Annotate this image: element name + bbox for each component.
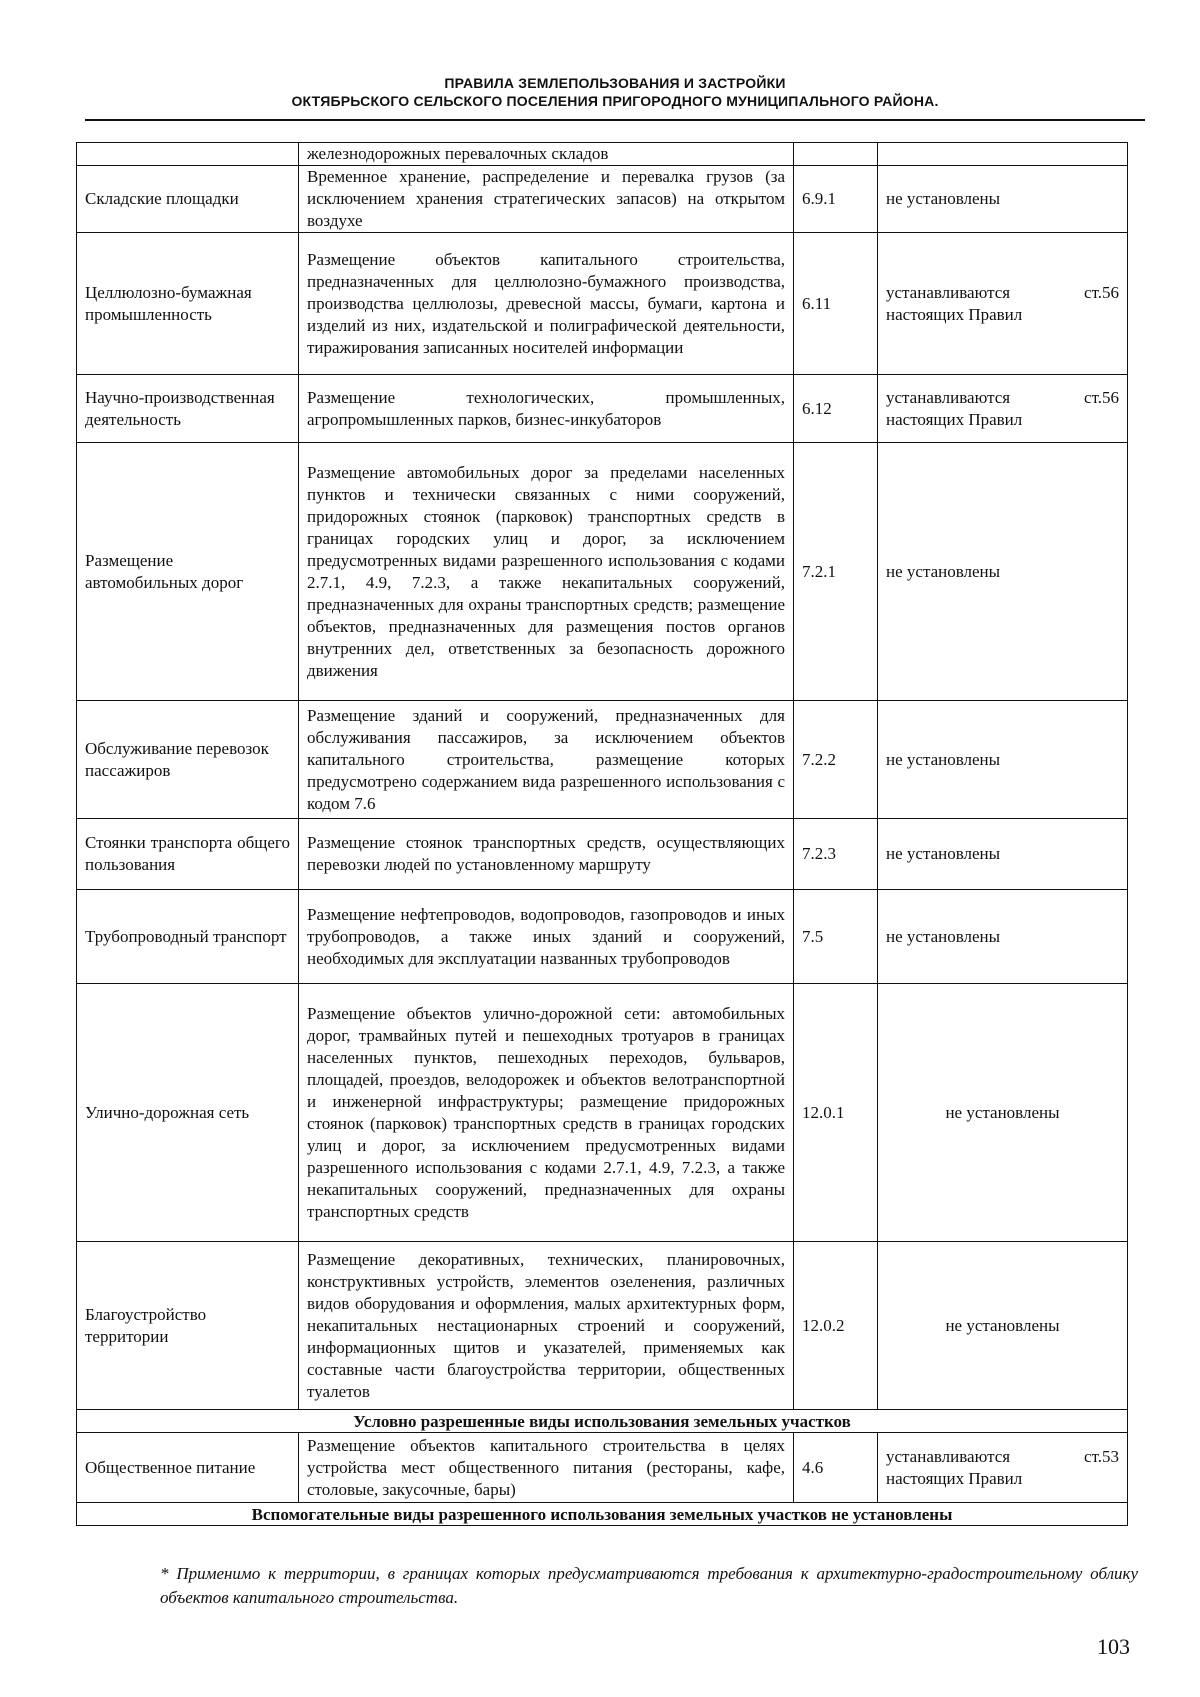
parameters-cell: не установлены	[878, 701, 1128, 819]
use-code-cell: 4.6	[794, 1433, 878, 1503]
use-name-cell: Обслуживание перевозок пассажиров	[77, 701, 299, 819]
document-header	[85, 74, 1145, 110]
header-title-line-1: ПРАВИЛА ЗЕМЛЕПОЛЬЗОВАНИЯ И ЗАСТРОЙКИ	[444, 75, 786, 91]
use-name-cell: Размещение автомобильных дорог	[77, 443, 299, 701]
table-row	[77, 984, 1128, 1242]
use-code-cell	[794, 143, 878, 166]
auxiliary-uses-heading: Вспомогательные виды разрешенного использования земельных участков не установлены	[77, 1503, 1128, 1526]
use-description-cell: Размещение технологических, промышленных, агропромышленных парков, бизнес-инкубаторов	[299, 375, 794, 443]
section-heading-row	[77, 1503, 1128, 1526]
table-row	[77, 890, 1128, 984]
table-row	[77, 1433, 1128, 1503]
parameters-cell: не установлены	[878, 984, 1128, 1242]
table-row	[77, 701, 1128, 819]
use-description-cell: Размещение стоянок транспортных средств, осуществляющих перевозки людей по установленному маршруту	[299, 819, 794, 890]
header-title-line-2: ОКТЯБРЬСКОГО СЕЛЬСКОГО ПОСЕЛЕНИЯ ПРИГОРОДНОГО МУНИЦИПАЛЬНОГО РАЙОНА.	[291, 93, 939, 109]
use-code-cell: 7.5	[794, 890, 878, 984]
parameters-cell: не установлены	[878, 1242, 1128, 1410]
parameters-cell: не установлены	[878, 890, 1128, 984]
section-heading-row	[77, 1410, 1128, 1433]
use-description-cell: Временное хранение, распределение и перевалка грузов (за исключением хранения стратегических запасов) на открытом воздухе	[299, 166, 794, 233]
use-description-cell: железнодорожных перевалочных складов	[299, 143, 794, 166]
use-description-cell: Размещение зданий и сооружений, предназначенных для обслуживания пассажиров, за исключением объектов капитального строительства, размещение которых предусмотрено содержанием вида разрешенного использования с кодом 7.6	[299, 701, 794, 819]
table-row	[77, 233, 1128, 375]
use-description-cell: Размещение автомобильных дорог за пределами населенных пунктов и технически связанных с ними сооружений, придорожных стоянок (парковок) транспортных средств в границах городских улиц и дорог, за исключением предусмотренных видами разрешенного использования с кодами 2.7.1, 4.9, 7.2.3, а также некапитальных сооружений, предназначенных для охраны транспортных средств; размещение объектов, предназначенных для размещения постов органов внутренних дел, ответственных за безопасность дорожного движения	[299, 443, 794, 701]
parameters-cell: устанавливаются ст.56 настоящих Правил	[878, 233, 1128, 375]
footnote: * Применимо к территории, в границах которых предусматриваются требования к архитектурно-градостроительному облику объектов капитального строительства.	[160, 1564, 1138, 1607]
table-row	[77, 375, 1128, 443]
parameters-cell: не установлены	[878, 443, 1128, 701]
use-description-cell: Размещение нефтепроводов, водопроводов, газопроводов и иных трубопроводов, а также иных зданий и сооружений, необходимых для эксплуатации названных трубопроводов	[299, 890, 794, 984]
use-name-cell: Целлюлозно-бумажная промышленность	[77, 233, 299, 375]
conditional-uses-heading: Условно разрешенные виды использования земельных участков	[77, 1410, 1128, 1433]
table-row	[77, 143, 1128, 166]
use-name-cell: Общественное питание	[77, 1433, 299, 1503]
land-use-table	[76, 142, 1128, 1526]
parameters-cell: не установлены	[878, 819, 1128, 890]
use-code-cell: 6.12	[794, 375, 878, 443]
use-name-cell: Научно-производственная деятельность	[77, 375, 299, 443]
use-name-cell: Складские площадки	[77, 166, 299, 233]
page-number: 103	[1097, 1634, 1130, 1659]
parameters-cell: устанавливаются ст.53 настоящих Правил	[878, 1433, 1128, 1503]
use-code-cell: 7.2.2	[794, 701, 878, 819]
use-code-cell: 7.2.1	[794, 443, 878, 701]
use-name-cell: Трубопроводный транспорт	[77, 890, 299, 984]
use-code-cell: 12.0.1	[794, 984, 878, 1242]
parameters-cell	[878, 143, 1128, 166]
use-name-cell: Улично-дорожная сеть	[77, 984, 299, 1242]
use-description-cell: Размещение объектов капитального строительства, предназначенных для целлюлозно-бумажного производства, производства целлюлозы, древесной массы, бумаги, картона и изделий из них, издательской и полиграфической деятельности, тиражирования записанных носителей информации	[299, 233, 794, 375]
table-row	[77, 443, 1128, 701]
use-name-cell: Благоустройство территории	[77, 1242, 299, 1410]
use-description-cell: Размещение объектов капитального строительства в целях устройства мест общественного питания (рестораны, кафе, столовые, закусочные, бары)	[299, 1433, 794, 1503]
parameters-cell: устанавливаются ст.56 настоящих Правил	[878, 375, 1128, 443]
use-name-cell	[77, 143, 299, 166]
use-code-cell: 6.9.1	[794, 166, 878, 233]
use-code-cell: 6.11	[794, 233, 878, 375]
use-code-cell: 12.0.2	[794, 1242, 878, 1410]
parameters-cell: не установлены	[878, 166, 1128, 233]
use-name-cell: Стоянки транспорта общего пользования	[77, 819, 299, 890]
use-description-cell: Размещение декоративных, технических, планировочных, конструктивных устройств, элементов озеленения, различных видов оборудования и оформления, малых архитектурных форм, некапитальных нестационарных строений и сооружений, информационных щитов и указателей, применяемых как составные части благоустройства территории, общественных туалетов	[299, 1242, 794, 1410]
table-row	[77, 819, 1128, 890]
table-row	[77, 1242, 1128, 1410]
use-description-cell: Размещение объектов улично-дорожной сети: автомобильных дорог, трамвайных путей и пешеходных тротуаров в границах населенных пунктов, пешеходных переходов, бульваров, площадей, проездов, велодорожек и объектов велотранспортной и инженерной инфраструктуры; размещение придорожных стоянок (парковок) транспортных средств в границах городских улиц и дорог, за исключением предусмотренных видами разрешенного использования с кодами 2.7.1, 4.9, 7.2.3, а также некапитальных сооружений, предназначенных для охраны транспортных средств	[299, 984, 794, 1242]
header-divider	[85, 119, 1145, 121]
table-row	[77, 166, 1128, 233]
use-code-cell: 7.2.3	[794, 819, 878, 890]
